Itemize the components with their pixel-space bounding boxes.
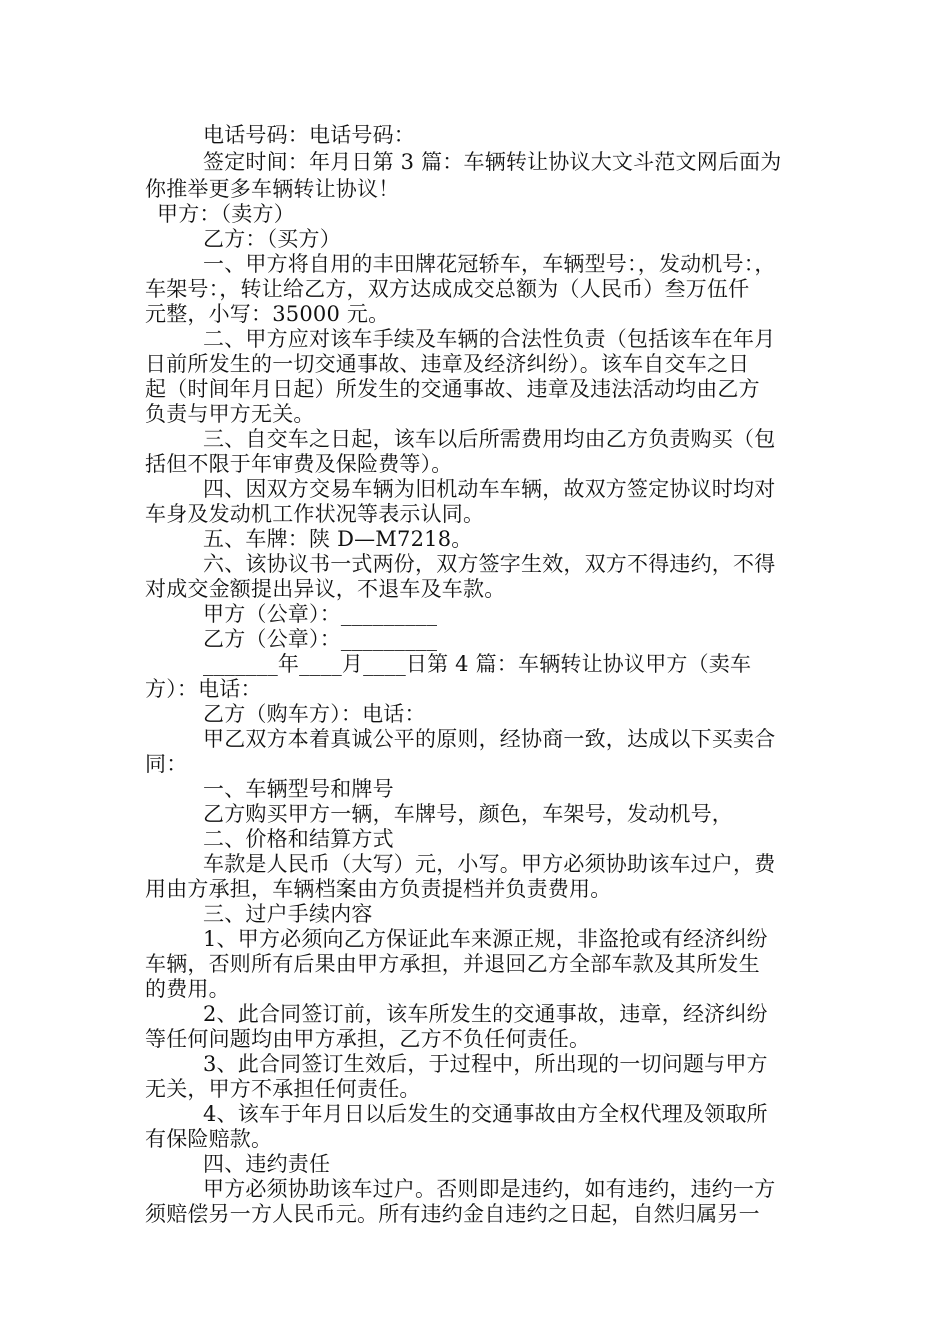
- signature-line-party-a: 甲方（公章）：_________: [203, 602, 438, 626]
- text-line: 元整，小写：35000 元。: [145, 302, 390, 326]
- text-line: 4、该车于年月日以后发生的交通事故由方全权代理及领取所: [203, 1102, 768, 1126]
- text-line: 起（时间年月日起）所发生的交通事故、违章及违法活动均由乙方: [145, 377, 760, 401]
- text-line: 负责与甲方无关。: [145, 402, 315, 426]
- text-line: 1、甲方必须向乙方保证此车来源正规，非盗抢或有经济纠纷: [203, 927, 768, 951]
- text-line: 三、自交车之日起，该车以后所需费用均由乙方负责购买（包: [203, 427, 776, 451]
- text-line: 五、车牌：陕 D—M7218。: [203, 527, 473, 551]
- section-heading: 四、违约责任: [203, 1152, 331, 1176]
- text-line: 无关，甲方不承担任何责任。: [145, 1077, 421, 1101]
- text-line: _______年____月____日第 4 篇：车辆转让协议甲方（卖车: [203, 652, 752, 676]
- text-line: 六、该协议书一式两份，双方签字生效，双方不得违约，不得: [203, 552, 776, 576]
- text-line: 有保险赔款。: [145, 1127, 273, 1151]
- text-line: 你推举更多车辆转让协议！: [145, 177, 400, 201]
- text-line: 甲方：（卖方）: [157, 202, 295, 226]
- text-line: 乙方购买甲方一辆，车牌号，颜色，车架号，发动机号，: [203, 802, 733, 826]
- text-line: 同：: [145, 752, 188, 776]
- text-line: 2、此合同签订前，该车所发生的交通事故，违章，经济纠纷: [203, 1002, 768, 1026]
- text-line: 车架号：，转让给乙方，双方达成成交总额为（人民币）叁万伍仟: [145, 277, 750, 301]
- text-line: 签定时间：年月日第 3 篇：车辆转让协议大文斗范文网后面为: [203, 150, 782, 174]
- text-line: 车辆，否则所有后果由甲方承担，并退回乙方全部车款及其所发生: [145, 952, 760, 976]
- section-heading: 三、过户手续内容: [203, 902, 373, 926]
- text-line: 乙方：（买方）: [203, 227, 341, 251]
- text-line: 对成交金额提出异议，不退车及车款。: [145, 577, 506, 601]
- text-line: 甲乙双方本着真诚公平的原则，经协商一致，达成以下买卖合: [203, 727, 776, 751]
- text-line: 3、此合同签订生效后，于过程中，所出现的一切问题与甲方: [203, 1052, 768, 1076]
- text-line: 用由方承担，车辆档案由方负责提档并负责费用。: [145, 877, 612, 901]
- text-line: 的费用。: [145, 977, 230, 1001]
- text-line: 甲方必须协助该车过户。否则即是违约，如有违约，违约一方: [203, 1177, 776, 1201]
- text-line: 二、甲方应对该车手续及车辆的合法性负责（包括该车在年月: [203, 327, 776, 351]
- section-heading: 一、车辆型号和牌号: [203, 777, 394, 801]
- signature-line-party-b: 乙方（公章）：_________: [203, 627, 438, 651]
- text-line: 括但不限于年审费及保险费等）。: [145, 452, 453, 476]
- text-line: 车款是人民币（大写）元，小写。甲方必须协助该车过户，费: [203, 852, 776, 876]
- text-line: 须赔偿另一方人民币元。所有违约金自违约之日起，自然归属另一: [145, 1202, 760, 1226]
- text-line: 方）：电话：: [145, 677, 262, 701]
- text-line: 日前所发生的一切交通事故、违章及经济纠纷）。该车自交车之日: [145, 352, 750, 376]
- text-line: 车身及发动机工作状况等表示认同。: [145, 502, 485, 526]
- text-line: 一、甲方将自用的丰田牌花冠轿车，车辆型号：，发动机号：，: [203, 252, 776, 276]
- section-heading: 二、价格和结算方式: [203, 827, 394, 851]
- text-line: 电话号码：电话号码：: [203, 123, 415, 147]
- text-line: 四、因双方交易车辆为旧机动车车辆，故双方签定协议时均对: [203, 477, 776, 501]
- text-line: 乙方（购车方）：电话：: [203, 702, 426, 726]
- text-line: 等任何问题均由甲方承担，乙方不负任何责任。: [145, 1027, 591, 1051]
